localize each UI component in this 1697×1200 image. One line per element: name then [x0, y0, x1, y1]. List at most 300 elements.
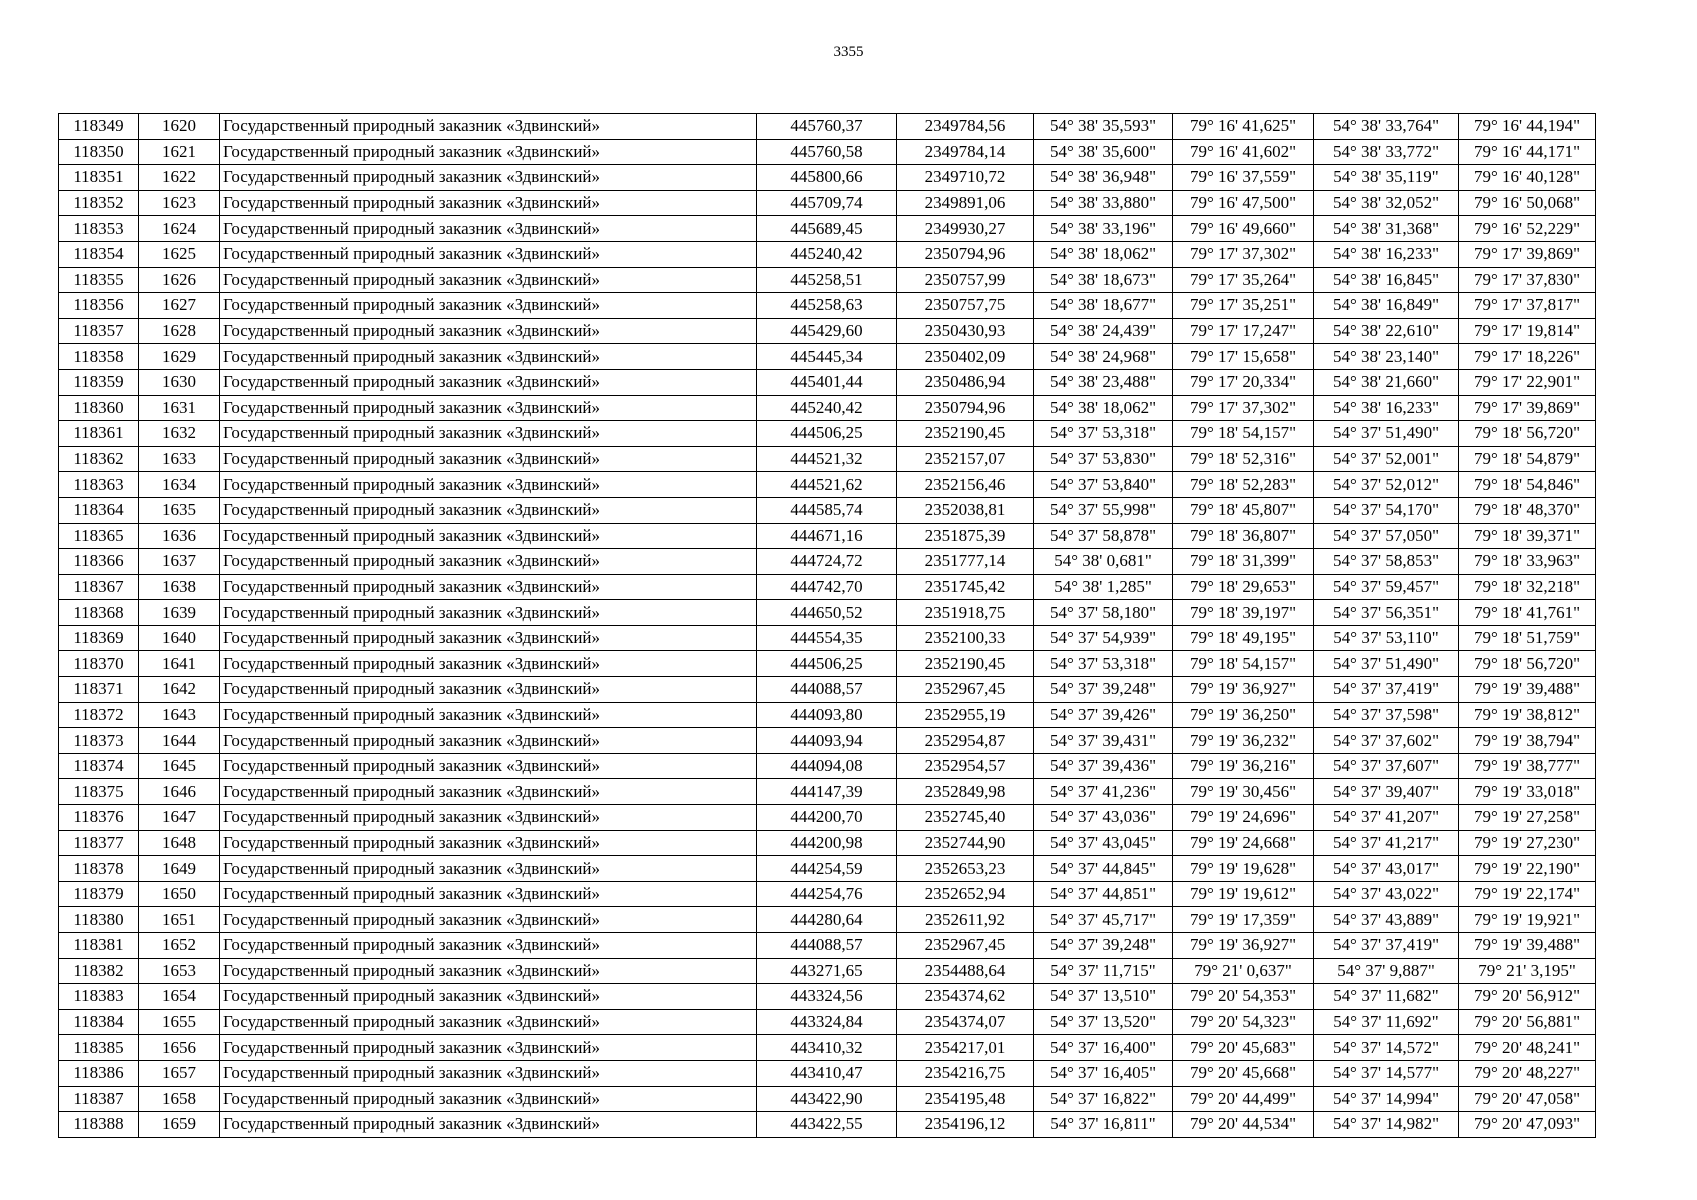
y-coordinate-cell: 2352038,81: [897, 497, 1034, 523]
latitude-1-cell: 54° 37' 16,400": [1034, 1035, 1173, 1061]
table-row: [59, 165, 1596, 191]
latitude-1-cell: 54° 37' 39,426": [1034, 702, 1173, 728]
longitude-2-cell: 79° 19' 27,258": [1459, 805, 1596, 831]
point-number-cell: 1640: [139, 625, 220, 651]
x-coordinate-cell: 444280,64: [757, 907, 897, 933]
row-id-cell: 118358: [59, 344, 139, 370]
latitude-1-cell: 54° 37' 16,405": [1034, 1060, 1173, 1086]
longitude-2-cell: 79° 20' 47,093": [1459, 1112, 1596, 1138]
latitude-2-cell: 54° 37' 37,602": [1314, 728, 1459, 754]
latitude-2-cell: 54° 38' 33,772": [1314, 139, 1459, 165]
longitude-2-cell: 79° 19' 22,190": [1459, 856, 1596, 882]
latitude-1-cell: 54° 37' 39,248": [1034, 677, 1173, 703]
row-id-cell: 118353: [59, 216, 139, 242]
longitude-2-cell: 79° 19' 38,777": [1459, 753, 1596, 779]
x-coordinate-cell: 444094,08: [757, 753, 897, 779]
longitude-1-cell: 79° 20' 45,683": [1173, 1035, 1314, 1061]
latitude-2-cell: 54° 37' 59,457": [1314, 574, 1459, 600]
longitude-2-cell: 79° 19' 39,488": [1459, 933, 1596, 959]
table-row: [59, 984, 1596, 1010]
x-coordinate-cell: 444724,72: [757, 549, 897, 575]
y-coordinate-cell: 2350486,94: [897, 369, 1034, 395]
longitude-1-cell: 79° 17' 20,334": [1173, 369, 1314, 395]
row-id-cell: 118365: [59, 523, 139, 549]
latitude-2-cell: 54° 37' 53,110": [1314, 625, 1459, 651]
latitude-2-cell: 54° 37' 52,012": [1314, 472, 1459, 498]
latitude-1-cell: 54° 38' 33,880": [1034, 190, 1173, 216]
point-number-cell: 1649: [139, 856, 220, 882]
row-id-cell: 118387: [59, 1086, 139, 1112]
longitude-1-cell: 79° 18' 54,157": [1173, 651, 1314, 677]
object-name-cell: Государственный природный заказник «Здвинский»: [220, 1035, 757, 1061]
x-coordinate-cell: 445240,42: [757, 241, 897, 267]
x-coordinate-cell: 444200,70: [757, 805, 897, 831]
row-id-cell: 118382: [59, 958, 139, 984]
latitude-1-cell: 54° 37' 58,878": [1034, 523, 1173, 549]
object-name-cell: Государственный природный заказник «Здвинский»: [220, 728, 757, 754]
y-coordinate-cell: 2352744,90: [897, 830, 1034, 856]
longitude-2-cell: 79° 18' 54,846": [1459, 472, 1596, 498]
table-row: [59, 728, 1596, 754]
longitude-1-cell: 79° 17' 35,251": [1173, 293, 1314, 319]
longitude-2-cell: 79° 17' 37,817": [1459, 293, 1596, 319]
longitude-2-cell: 79° 20' 56,912": [1459, 984, 1596, 1010]
object-name-cell: Государственный природный заказник «Здвинский»: [220, 549, 757, 575]
y-coordinate-cell: 2351875,39: [897, 523, 1034, 549]
table-row: [59, 497, 1596, 523]
coordinates-table: [58, 113, 1596, 1138]
object-name-cell: Государственный природный заказник «Здвинский»: [220, 165, 757, 191]
longitude-1-cell: 79° 16' 41,625": [1173, 114, 1314, 140]
longitude-1-cell: 79° 20' 45,668": [1173, 1060, 1314, 1086]
x-coordinate-cell: 444093,94: [757, 728, 897, 754]
latitude-2-cell: 54° 38' 16,845": [1314, 267, 1459, 293]
table-row: [59, 933, 1596, 959]
longitude-2-cell: 79° 19' 33,018": [1459, 779, 1596, 805]
point-number-cell: 1659: [139, 1112, 220, 1138]
latitude-2-cell: 54° 37' 41,207": [1314, 805, 1459, 831]
object-name-cell: Государственный природный заказник «Здвинский»: [220, 241, 757, 267]
object-name-cell: Государственный природный заказник «Здвинский»: [220, 1086, 757, 1112]
y-coordinate-cell: 2350402,09: [897, 344, 1034, 370]
point-number-cell: 1633: [139, 446, 220, 472]
latitude-1-cell: 54° 37' 16,811": [1034, 1112, 1173, 1138]
x-coordinate-cell: 444254,59: [757, 856, 897, 882]
longitude-1-cell: 79° 17' 17,247": [1173, 318, 1314, 344]
point-number-cell: 1635: [139, 497, 220, 523]
object-name-cell: Государственный природный заказник «Здвинский»: [220, 472, 757, 498]
latitude-1-cell: 54° 38' 18,062": [1034, 395, 1173, 421]
x-coordinate-cell: 445760,37: [757, 114, 897, 140]
table-row: [59, 1086, 1596, 1112]
point-number-cell: 1648: [139, 830, 220, 856]
object-name-cell: Государственный природный заказник «Здвинский»: [220, 907, 757, 933]
row-id-cell: 118355: [59, 267, 139, 293]
object-name-cell: Государственный природный заказник «Здвинский»: [220, 779, 757, 805]
longitude-2-cell: 79° 17' 37,830": [1459, 267, 1596, 293]
longitude-1-cell: 79° 18' 45,807": [1173, 497, 1314, 523]
point-number-cell: 1629: [139, 344, 220, 370]
table-row: [59, 139, 1596, 165]
latitude-2-cell: 54° 37' 14,572": [1314, 1035, 1459, 1061]
table-row: [59, 267, 1596, 293]
x-coordinate-cell: 443324,84: [757, 1009, 897, 1035]
x-coordinate-cell: 444147,39: [757, 779, 897, 805]
row-id-cell: 118368: [59, 600, 139, 626]
point-number-cell: 1627: [139, 293, 220, 319]
table-row: [59, 344, 1596, 370]
object-name-cell: Государственный природный заказник «Здвинский»: [220, 139, 757, 165]
object-name-cell: Государственный природный заказник «Здвинский»: [220, 523, 757, 549]
y-coordinate-cell: 2354216,75: [897, 1060, 1034, 1086]
y-coordinate-cell: 2352190,45: [897, 651, 1034, 677]
y-coordinate-cell: 2349710,72: [897, 165, 1034, 191]
x-coordinate-cell: 443324,56: [757, 984, 897, 1010]
object-name-cell: Государственный природный заказник «Здвинский»: [220, 216, 757, 242]
longitude-2-cell: 79° 18' 39,371": [1459, 523, 1596, 549]
y-coordinate-cell: 2352849,98: [897, 779, 1034, 805]
object-name-cell: Государственный природный заказник «Здвинский»: [220, 395, 757, 421]
point-number-cell: 1643: [139, 702, 220, 728]
longitude-2-cell: 79° 17' 39,869": [1459, 395, 1596, 421]
point-number-cell: 1622: [139, 165, 220, 191]
latitude-1-cell: 54° 38' 18,677": [1034, 293, 1173, 319]
latitude-1-cell: 54° 38' 23,488": [1034, 369, 1173, 395]
object-name-cell: Государственный природный заказник «Здвинский»: [220, 344, 757, 370]
x-coordinate-cell: 444671,16: [757, 523, 897, 549]
latitude-2-cell: 54° 38' 21,660": [1314, 369, 1459, 395]
object-name-cell: Государственный природный заказник «Здвинский»: [220, 753, 757, 779]
x-coordinate-cell: 445401,44: [757, 369, 897, 395]
point-number-cell: 1656: [139, 1035, 220, 1061]
longitude-1-cell: 79° 19' 19,628": [1173, 856, 1314, 882]
longitude-1-cell: 79° 18' 52,316": [1173, 446, 1314, 472]
point-number-cell: 1645: [139, 753, 220, 779]
latitude-1-cell: 54° 38' 35,593": [1034, 114, 1173, 140]
longitude-1-cell: 79° 19' 24,696": [1173, 805, 1314, 831]
x-coordinate-cell: 445760,58: [757, 139, 897, 165]
row-id-cell: 118372: [59, 702, 139, 728]
y-coordinate-cell: 2354196,12: [897, 1112, 1034, 1138]
longitude-2-cell: 79° 19' 38,812": [1459, 702, 1596, 728]
row-id-cell: 118360: [59, 395, 139, 421]
row-id-cell: 118374: [59, 753, 139, 779]
longitude-2-cell: 79° 17' 18,226": [1459, 344, 1596, 370]
latitude-1-cell: 54° 37' 39,431": [1034, 728, 1173, 754]
longitude-1-cell: 79° 16' 47,500": [1173, 190, 1314, 216]
point-number-cell: 1628: [139, 318, 220, 344]
y-coordinate-cell: 2350757,75: [897, 293, 1034, 319]
table-row: [59, 625, 1596, 651]
y-coordinate-cell: 2354374,07: [897, 1009, 1034, 1035]
y-coordinate-cell: 2349784,14: [897, 139, 1034, 165]
row-id-cell: 118386: [59, 1060, 139, 1086]
table-row: [59, 651, 1596, 677]
point-number-cell: 1638: [139, 574, 220, 600]
y-coordinate-cell: 2350430,93: [897, 318, 1034, 344]
object-name-cell: Государственный природный заказник «Здвинский»: [220, 114, 757, 140]
latitude-2-cell: 54° 37' 51,490": [1314, 421, 1459, 447]
table-row: [59, 446, 1596, 472]
row-id-cell: 118364: [59, 497, 139, 523]
table-row: [59, 805, 1596, 831]
latitude-2-cell: 54° 38' 16,849": [1314, 293, 1459, 319]
latitude-2-cell: 54° 37' 57,050": [1314, 523, 1459, 549]
x-coordinate-cell: 443422,55: [757, 1112, 897, 1138]
point-number-cell: 1634: [139, 472, 220, 498]
longitude-1-cell: 79° 16' 41,602": [1173, 139, 1314, 165]
table-row: [59, 907, 1596, 933]
table-row: [59, 318, 1596, 344]
table-row: [59, 677, 1596, 703]
point-number-cell: 1626: [139, 267, 220, 293]
longitude-1-cell: 79° 16' 49,660": [1173, 216, 1314, 242]
point-number-cell: 1644: [139, 728, 220, 754]
row-id-cell: 118370: [59, 651, 139, 677]
longitude-2-cell: 79° 16' 52,229": [1459, 216, 1596, 242]
latitude-1-cell: 54° 38' 36,948": [1034, 165, 1173, 191]
latitude-1-cell: 54° 37' 53,318": [1034, 421, 1173, 447]
longitude-2-cell: 79° 18' 54,879": [1459, 446, 1596, 472]
point-number-cell: 1658: [139, 1086, 220, 1112]
row-id-cell: 118373: [59, 728, 139, 754]
latitude-2-cell: 54° 37' 37,598": [1314, 702, 1459, 728]
latitude-1-cell: 54° 37' 58,180": [1034, 600, 1173, 626]
point-number-cell: 1625: [139, 241, 220, 267]
longitude-2-cell: 79° 19' 19,921": [1459, 907, 1596, 933]
latitude-2-cell: 54° 38' 32,052": [1314, 190, 1459, 216]
x-coordinate-cell: 444200,98: [757, 830, 897, 856]
latitude-2-cell: 54° 38' 16,233": [1314, 241, 1459, 267]
point-number-cell: 1657: [139, 1060, 220, 1086]
object-name-cell: Государственный природный заказник «Здвинский»: [220, 190, 757, 216]
object-name-cell: Государственный природный заказник «Здвинский»: [220, 497, 757, 523]
longitude-1-cell: 79° 18' 31,399": [1173, 549, 1314, 575]
row-id-cell: 118359: [59, 369, 139, 395]
y-coordinate-cell: 2352967,45: [897, 677, 1034, 703]
point-number-cell: 1621: [139, 139, 220, 165]
y-coordinate-cell: 2350794,96: [897, 395, 1034, 421]
longitude-1-cell: 79° 18' 29,653": [1173, 574, 1314, 600]
point-number-cell: 1642: [139, 677, 220, 703]
latitude-1-cell: 54° 37' 39,436": [1034, 753, 1173, 779]
latitude-1-cell: 54° 37' 44,851": [1034, 881, 1173, 907]
latitude-1-cell: 54° 37' 13,510": [1034, 984, 1173, 1010]
longitude-2-cell: 79° 20' 48,241": [1459, 1035, 1596, 1061]
object-name-cell: Государственный природный заказник «Здвинский»: [220, 267, 757, 293]
object-name-cell: Государственный природный заказник «Здвинский»: [220, 651, 757, 677]
longitude-1-cell: 79° 19' 36,927": [1173, 933, 1314, 959]
row-id-cell: 118363: [59, 472, 139, 498]
latitude-2-cell: 54° 37' 56,351": [1314, 600, 1459, 626]
point-number-cell: 1653: [139, 958, 220, 984]
longitude-2-cell: 79° 18' 41,761": [1459, 600, 1596, 626]
row-id-cell: 118366: [59, 549, 139, 575]
x-coordinate-cell: 443271,65: [757, 958, 897, 984]
point-number-cell: 1654: [139, 984, 220, 1010]
latitude-2-cell: 54° 37' 41,217": [1314, 830, 1459, 856]
longitude-1-cell: 79° 21' 0,637": [1173, 958, 1314, 984]
table-row: [59, 549, 1596, 575]
table-row: [59, 958, 1596, 984]
point-number-cell: 1624: [139, 216, 220, 242]
longitude-2-cell: 79° 18' 32,218": [1459, 574, 1596, 600]
point-number-cell: 1646: [139, 779, 220, 805]
table-row: [59, 1060, 1596, 1086]
point-number-cell: 1650: [139, 881, 220, 907]
row-id-cell: 118362: [59, 446, 139, 472]
object-name-cell: Государственный природный заказник «Здвинский»: [220, 702, 757, 728]
object-name-cell: Государственный природный заказник «Здвинский»: [220, 856, 757, 882]
table-row: [59, 600, 1596, 626]
longitude-2-cell: 79° 16' 44,194": [1459, 114, 1596, 140]
longitude-1-cell: 79° 19' 36,927": [1173, 677, 1314, 703]
longitude-1-cell: 79° 17' 15,658": [1173, 344, 1314, 370]
table-row: [59, 753, 1596, 779]
row-id-cell: 118371: [59, 677, 139, 703]
row-id-cell: 118352: [59, 190, 139, 216]
table-row: [59, 114, 1596, 140]
table-row: [59, 830, 1596, 856]
latitude-2-cell: 54° 37' 11,682": [1314, 984, 1459, 1010]
object-name-cell: Государственный природный заказник «Здвинский»: [220, 1009, 757, 1035]
row-id-cell: 118351: [59, 165, 139, 191]
y-coordinate-cell: 2352611,92: [897, 907, 1034, 933]
latitude-1-cell: 54° 38' 35,600": [1034, 139, 1173, 165]
latitude-2-cell: 54° 37' 14,982": [1314, 1112, 1459, 1138]
latitude-1-cell: 54° 38' 18,062": [1034, 241, 1173, 267]
latitude-1-cell: 54° 37' 11,715": [1034, 958, 1173, 984]
x-coordinate-cell: 444088,57: [757, 933, 897, 959]
row-id-cell: 118385: [59, 1035, 139, 1061]
object-name-cell: Государственный природный заказник «Здвинский»: [220, 625, 757, 651]
table-row: [59, 241, 1596, 267]
latitude-1-cell: 54° 38' 18,673": [1034, 267, 1173, 293]
y-coordinate-cell: 2354374,62: [897, 984, 1034, 1010]
longitude-1-cell: 79° 19' 36,216": [1173, 753, 1314, 779]
latitude-1-cell: 54° 37' 55,998": [1034, 497, 1173, 523]
latitude-1-cell: 54° 37' 43,036": [1034, 805, 1173, 831]
point-number-cell: 1655: [139, 1009, 220, 1035]
row-id-cell: 118354: [59, 241, 139, 267]
y-coordinate-cell: 2352190,45: [897, 421, 1034, 447]
point-number-cell: 1632: [139, 421, 220, 447]
longitude-2-cell: 79° 19' 38,794": [1459, 728, 1596, 754]
longitude-1-cell: 79° 20' 44,499": [1173, 1086, 1314, 1112]
row-id-cell: 118380: [59, 907, 139, 933]
x-coordinate-cell: 445800,66: [757, 165, 897, 191]
longitude-1-cell: 79° 19' 30,456": [1173, 779, 1314, 805]
table-row: [59, 369, 1596, 395]
y-coordinate-cell: 2352156,46: [897, 472, 1034, 498]
longitude-2-cell: 79° 18' 56,720": [1459, 651, 1596, 677]
latitude-2-cell: 54° 37' 14,994": [1314, 1086, 1459, 1112]
latitude-2-cell: 54° 37' 52,001": [1314, 446, 1459, 472]
latitude-2-cell: 54° 37' 37,607": [1314, 753, 1459, 779]
y-coordinate-cell: 2352745,40: [897, 805, 1034, 831]
object-name-cell: Государственный природный заказник «Здвинский»: [220, 805, 757, 831]
latitude-2-cell: 54° 38' 22,610": [1314, 318, 1459, 344]
y-coordinate-cell: 2352653,23: [897, 856, 1034, 882]
longitude-1-cell: 79° 16' 37,559": [1173, 165, 1314, 191]
object-name-cell: Государственный природный заказник «Здвинский»: [220, 293, 757, 319]
table-row: [59, 1035, 1596, 1061]
longitude-1-cell: 79° 19' 36,250": [1173, 702, 1314, 728]
longitude-2-cell: 79° 17' 19,814": [1459, 318, 1596, 344]
longitude-2-cell: 79° 20' 47,058": [1459, 1086, 1596, 1112]
table-row: [59, 856, 1596, 882]
x-coordinate-cell: 444506,25: [757, 651, 897, 677]
x-coordinate-cell: 444521,32: [757, 446, 897, 472]
latitude-1-cell: 54° 38' 33,196": [1034, 216, 1173, 242]
longitude-2-cell: 79° 19' 22,174": [1459, 881, 1596, 907]
latitude-1-cell: 54° 38' 1,285": [1034, 574, 1173, 600]
table-row: [59, 1009, 1596, 1035]
object-name-cell: Государственный природный заказник «Здвинский»: [220, 984, 757, 1010]
longitude-2-cell: 79° 20' 48,227": [1459, 1060, 1596, 1086]
longitude-2-cell: 79° 16' 40,128": [1459, 165, 1596, 191]
point-number-cell: 1652: [139, 933, 220, 959]
y-coordinate-cell: 2352955,19: [897, 702, 1034, 728]
table-row: [59, 779, 1596, 805]
longitude-2-cell: 79° 18' 56,720": [1459, 421, 1596, 447]
object-name-cell: Государственный природный заказник «Здвинский»: [220, 881, 757, 907]
row-id-cell: 118377: [59, 830, 139, 856]
longitude-1-cell: 79° 17' 35,264": [1173, 267, 1314, 293]
longitude-2-cell: 79° 18' 51,759": [1459, 625, 1596, 651]
longitude-1-cell: 79° 18' 54,157": [1173, 421, 1314, 447]
x-coordinate-cell: 444254,76: [757, 881, 897, 907]
longitude-1-cell: 79° 20' 54,353": [1173, 984, 1314, 1010]
row-id-cell: 118350: [59, 139, 139, 165]
longitude-1-cell: 79° 20' 44,534": [1173, 1112, 1314, 1138]
latitude-1-cell: 54° 37' 44,845": [1034, 856, 1173, 882]
point-number-cell: 1651: [139, 907, 220, 933]
y-coordinate-cell: 2352954,87: [897, 728, 1034, 754]
object-name-cell: Государственный природный заказник «Здвинский»: [220, 574, 757, 600]
x-coordinate-cell: 444650,52: [757, 600, 897, 626]
latitude-1-cell: 54° 37' 43,045": [1034, 830, 1173, 856]
table-row: [59, 421, 1596, 447]
latitude-1-cell: 54° 37' 53,840": [1034, 472, 1173, 498]
object-name-cell: Государственный природный заказник «Здвинский»: [220, 446, 757, 472]
longitude-1-cell: 79° 18' 36,807": [1173, 523, 1314, 549]
latitude-1-cell: 54° 37' 39,248": [1034, 933, 1173, 959]
latitude-2-cell: 54° 38' 31,368": [1314, 216, 1459, 242]
x-coordinate-cell: 444521,62: [757, 472, 897, 498]
y-coordinate-cell: 2349784,56: [897, 114, 1034, 140]
object-name-cell: Государственный природный заказник «Здвинский»: [220, 830, 757, 856]
latitude-1-cell: 54° 38' 24,439": [1034, 318, 1173, 344]
latitude-2-cell: 54° 37' 54,170": [1314, 497, 1459, 523]
latitude-2-cell: 54° 37' 51,490": [1314, 651, 1459, 677]
latitude-1-cell: 54° 37' 41,236": [1034, 779, 1173, 805]
x-coordinate-cell: 445258,51: [757, 267, 897, 293]
row-id-cell: 118361: [59, 421, 139, 447]
latitude-2-cell: 54° 38' 33,764": [1314, 114, 1459, 140]
table-row: [59, 1112, 1596, 1138]
latitude-2-cell: 54° 37' 14,577": [1314, 1060, 1459, 1086]
longitude-2-cell: 79° 16' 50,068": [1459, 190, 1596, 216]
row-id-cell: 118376: [59, 805, 139, 831]
row-id-cell: 118379: [59, 881, 139, 907]
object-name-cell: Государственный природный заказник «Здвинский»: [220, 1112, 757, 1138]
row-id-cell: 118357: [59, 318, 139, 344]
latitude-1-cell: 54° 37' 53,830": [1034, 446, 1173, 472]
latitude-2-cell: 54° 37' 37,419": [1314, 933, 1459, 959]
y-coordinate-cell: 2354488,64: [897, 958, 1034, 984]
x-coordinate-cell: 445240,42: [757, 395, 897, 421]
